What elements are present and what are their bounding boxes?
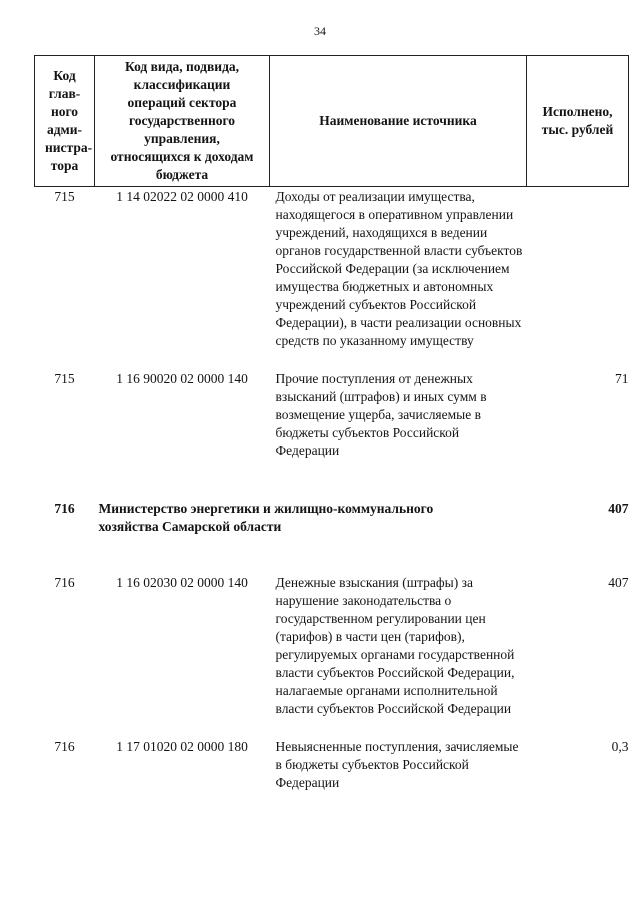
table-row bbox=[35, 350, 629, 460]
classification-code: 1 17 01020 02 0000 180 bbox=[116, 739, 248, 754]
classification-code: 1 14 02022 02 0000 410 bbox=[116, 189, 248, 204]
amount: 71 bbox=[615, 371, 629, 386]
section-amount: 407 bbox=[608, 501, 629, 516]
admin-code: 716 bbox=[54, 575, 75, 590]
revenue-table bbox=[34, 55, 629, 792]
table-row bbox=[35, 536, 629, 718]
source-name: Невыясненные поступления, зачисляемые в бюджеты субъектов Российской Федерации bbox=[275, 739, 519, 790]
section-admin-code: 716 bbox=[54, 501, 75, 516]
amount bbox=[527, 187, 629, 351]
admin-code: 715 bbox=[54, 189, 75, 204]
source-name: Доходы от реализации имущества, находящегося в оперативном управлении учреждений, находящихся в ведении органов государственной власти субъектов Российской Федерации (за исключением имущества бюджетных и автономных учреждений субъектов Российской Федерации), в части реализации основных средств по указанному имуществу bbox=[275, 189, 523, 348]
header-classification-code: Код вида, подвида, классификации операций сектора государственного управления, относящихся к доходам бюджета bbox=[95, 56, 270, 187]
section-row bbox=[35, 460, 629, 536]
page-number: 34 bbox=[314, 24, 326, 38]
source-name: Прочие поступления от денежных взысканий (штрафов) и иных сумм в возмещение ущерба, зачисляемые в бюджеты субъектов Российской Федерации bbox=[275, 371, 487, 458]
header-amount: Исполнено, тыс. рублей bbox=[527, 56, 629, 187]
section-title: Министерство энергетики и жилищно-коммунального хозяйства Самарской области bbox=[98, 501, 434, 534]
amount: 407 bbox=[608, 575, 629, 590]
admin-code: 715 bbox=[54, 371, 75, 386]
admin-code: 716 bbox=[54, 739, 75, 754]
table-row bbox=[35, 718, 629, 792]
table-row bbox=[35, 187, 629, 351]
source-name: Денежные взыскания (штрафы) за нарушение законодательства о государственном регулировании цен (тарифов) в части цен (тарифов), регулируемых органами государственной власти субъектов Российской Федерации, налагаемые органами исполнительной власти субъектов Российской Федерации bbox=[275, 575, 515, 716]
table-header bbox=[35, 56, 629, 187]
header-source-name: Наименование источника bbox=[270, 56, 527, 187]
classification-code: 1 16 90020 02 0000 140 bbox=[116, 371, 248, 386]
header-admin-code: Код глав-ного адми-нистра-тора bbox=[35, 56, 95, 187]
amount: 0,3 bbox=[611, 739, 629, 754]
classification-code: 1 16 02030 02 0000 140 bbox=[116, 575, 248, 590]
